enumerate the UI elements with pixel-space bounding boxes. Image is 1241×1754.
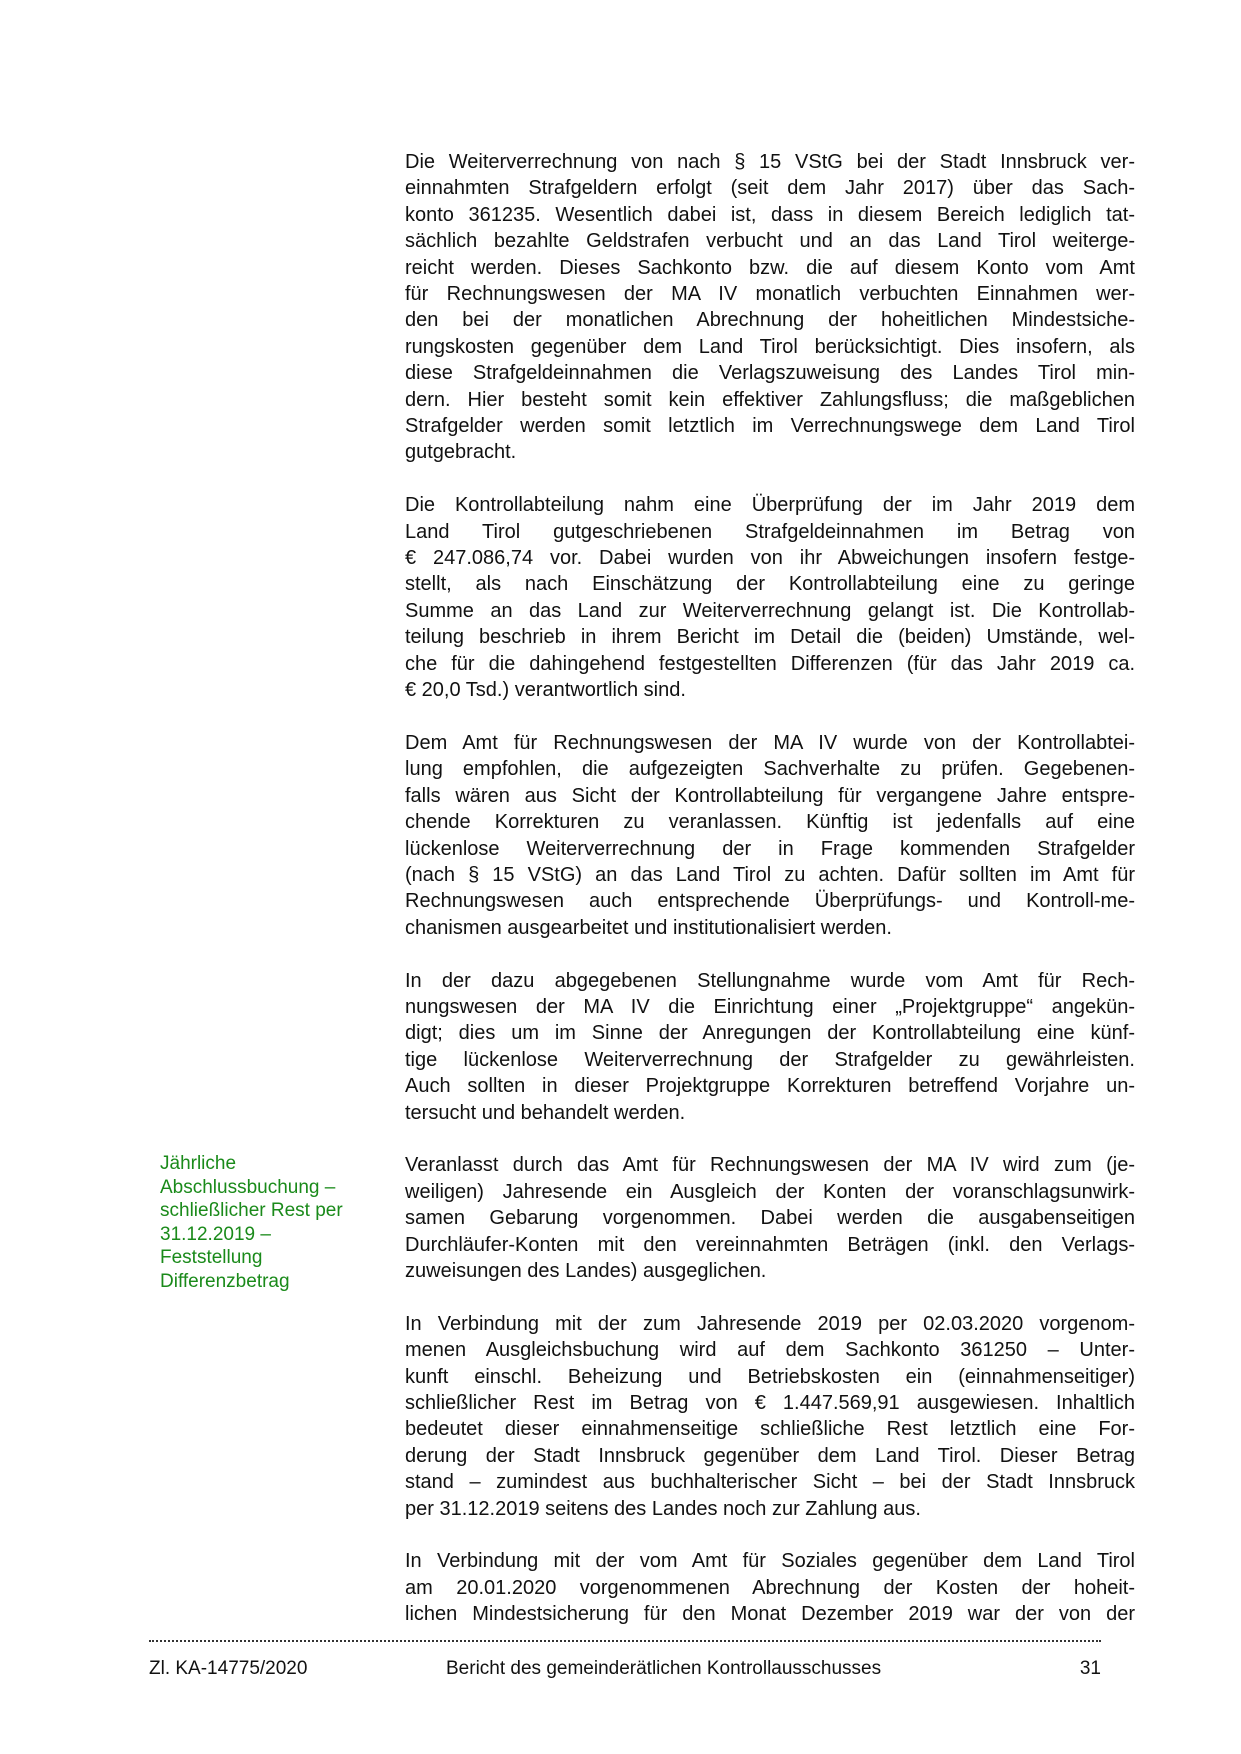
text-line: € 20,0 Tsd.) verantwortlich sind. <box>405 679 686 702</box>
text-line: falls wären aus Sicht der Kontrollabteilung für vergangene Jahre entspre- <box>405 784 1135 807</box>
text-line: In der dazu abgegebenen Stellungnahme wurde vom Amt für Rech- <box>405 969 1135 992</box>
text-line: Die Kontrollabteilung nahm eine Überprüfung der im Jahr 2019 dem <box>405 494 1135 517</box>
text-line: Dem Amt für Rechnungswesen der MA IV wurde von der Kontrollabtei- <box>405 731 1135 754</box>
text-line: derung der Stadt Innsbruck gegenüber dem Land Tirol. Dieser Betrag <box>405 1444 1135 1467</box>
text-line: stand – zumindest aus buchhalterischer Sicht – bei der Stadt Innsbruck <box>405 1471 1135 1494</box>
text-line: tige lückenlose Weiterverrechnung der Strafgelder zu gewährleisten. <box>405 1048 1135 1071</box>
text-line: Durchläufer-Konten mit den vereinnahmten Beträgen (inkl. den Verlags- <box>405 1233 1135 1256</box>
text-line: für Rechnungswesen der MA IV monatlich verbuchten Einnahmen wer- <box>405 283 1135 306</box>
paragraph <box>405 1548 1135 1627</box>
footer-dotted-rule <box>149 1640 1101 1642</box>
paragraph <box>405 492 1135 703</box>
text-line: tersucht und behandelt werden. <box>405 1101 686 1124</box>
text-line: lung empfohlen, die aufgezeigten Sachverhalte zu prüfen. Gegebenen- <box>405 758 1135 781</box>
text-line: In Verbindung mit der vom Amt für Soziales gegenüber dem Land Tirol <box>405 1550 1135 1573</box>
text-line: weiligen) Jahresende ein Ausgleich der Konten der voranschlagsunwirk- <box>405 1180 1135 1203</box>
text-line: lichen Mindestsicherung für den Monat Dezember 2019 war der von der <box>405 1603 1135 1626</box>
margin-note-line: Abschlussbuchung – <box>160 1176 336 1198</box>
text-line: diese Strafgeldeinnahmen die Verlagszuweisung des Landes Tirol min- <box>405 362 1135 385</box>
text-line: stellt, als nach Einschätzung der Kontrollabteilung eine zu geringe <box>405 573 1135 596</box>
text-line: teilung beschrieb in ihrem Bericht im Detail die (beiden) Umstände, wel- <box>405 626 1135 649</box>
paragraph <box>405 1311 1135 1522</box>
footer-reference: Zl. KA-14775/2020 <box>149 1658 308 1679</box>
margin-note-line: Differenzbetrag <box>160 1270 290 1292</box>
footer-title: Bericht des gemeinderätlichen Kontrollausschusses <box>446 1658 882 1679</box>
text-line: Veranlasst durch das Amt für Rechnungswesen der MA IV wird zum (je- <box>405 1154 1135 1177</box>
text-line: lückenlose Weiterverrechnung der in Frage kommenden Strafgelder <box>405 837 1135 860</box>
paragraph <box>405 149 1135 466</box>
text-line: menen Ausgleichsbuchung wird auf dem Sachkonto 361250 – Unter- <box>405 1339 1135 1362</box>
text-line: reicht werden. Dieses Sachkonto bzw. die auf diesem Konto vom Amt <box>405 256 1135 279</box>
text-line: bedeutet dieser einnahmenseitige schließliche Rest letztlich eine For- <box>405 1418 1135 1441</box>
text-line: Land Tirol gutgeschriebenen Strafgeldeinnahmen im Betrag von <box>405 520 1135 543</box>
text-line: chanismen ausgearbeitet und institutionalisiert werden. <box>405 916 892 939</box>
text-line: samen Gebarung vorgenommen. Dabei werden die ausgabenseitigen <box>405 1207 1135 1230</box>
text-line: nungswesen der MA IV die Einrichtung einer „Projektgruppe“ angekün- <box>405 995 1135 1018</box>
text-line: per 31.12.2019 seitens des Landes noch zur Zahlung aus. <box>405 1497 921 1520</box>
paragraph <box>405 730 1135 941</box>
text-line: kunft einschl. Beheizung und Betriebskosten ein (einnahmenseitiger) <box>405 1365 1135 1388</box>
text-line: (nach § 15 VStG) an das Land Tirol zu achten. Dafür sollten im Amt für <box>405 863 1135 886</box>
margin-note-line: Feststellung <box>160 1247 263 1268</box>
text-line: zuweisungen des Landes) ausgeglichen. <box>405 1260 767 1282</box>
text-line: dern. Hier besteht somit kein effektiver Zahlungsfluss; die maßgeblichen <box>405 388 1135 411</box>
margin-note <box>160 1152 375 1293</box>
margin-note-line: 31.12.2019 – <box>160 1223 271 1245</box>
text-line: Auch sollten in dieser Projektgruppe Korrekturen betreffend Vorjahre un- <box>405 1075 1135 1098</box>
text-line: einnahmten Strafgeldern erfolgt (seit dem Jahr 2017) über das Sach- <box>405 177 1135 200</box>
margin-note-line: Jährliche <box>160 1153 237 1174</box>
text-line: den bei der monatlichen Abrechnung der hoheitlichen Mindestsiche- <box>405 309 1135 332</box>
text-line: gutgebracht. <box>405 441 517 464</box>
text-line: chende Korrekturen zu veranlassen. Künftig ist jedenfalls auf eine <box>405 811 1135 834</box>
text-line: Strafgelder werden somit letztlich im Verrechnungswege dem Land Tirol <box>405 415 1135 438</box>
text-line: digt; dies um im Sinne der Anregungen der Kontrollabteilung eine künf- <box>405 1022 1135 1045</box>
text-line: € 247.086,74 vor. Dabei wurden von ihr Abweichungen insofern festge- <box>405 547 1135 570</box>
body-text <box>405 149 1135 1654</box>
text-line: In Verbindung mit der zum Jahresende 2019 per 02.03.2020 vorgenom- <box>405 1312 1135 1335</box>
text-line: Summe an das Land zur Weiterverrechnung gelangt ist. Die Kontrollab- <box>405 599 1135 622</box>
text-line: Rechnungswesen auch entsprechende Überprüfungs- und Kontroll-me- <box>405 890 1135 913</box>
text-line: Die Weiterverrechnung von nach § 15 VStG bei der Stadt Innsbruck ver- <box>405 151 1135 173</box>
page-number: 31 <box>1079 1658 1101 1679</box>
paragraph <box>405 1152 1135 1284</box>
text-line: am 20.01.2020 vorgenommenen Abrechnung der Kosten der hoheit- <box>405 1576 1135 1599</box>
text-line: rungskosten gegenüber dem Land Tirol berücksichtigt. Dies insofern, als <box>405 335 1135 358</box>
text-line: schließlicher Rest im Betrag von € 1.447.569,91 ausgewiesen. Inhaltlich <box>405 1392 1135 1415</box>
margin-note-line: schließlicher Rest per <box>160 1200 343 1221</box>
text-line: sächlich bezahlte Geldstrafen verbucht und an das Land Tirol weiterge- <box>405 230 1135 253</box>
text-line: che für die dahingehend festgestellten Differenzen (für das Jahr 2019 ca. <box>405 652 1135 675</box>
text-line: konto 361235. Wesentlich dabei ist, dass in diesem Bereich lediglich tat- <box>405 203 1135 226</box>
paragraph <box>405 968 1135 1126</box>
